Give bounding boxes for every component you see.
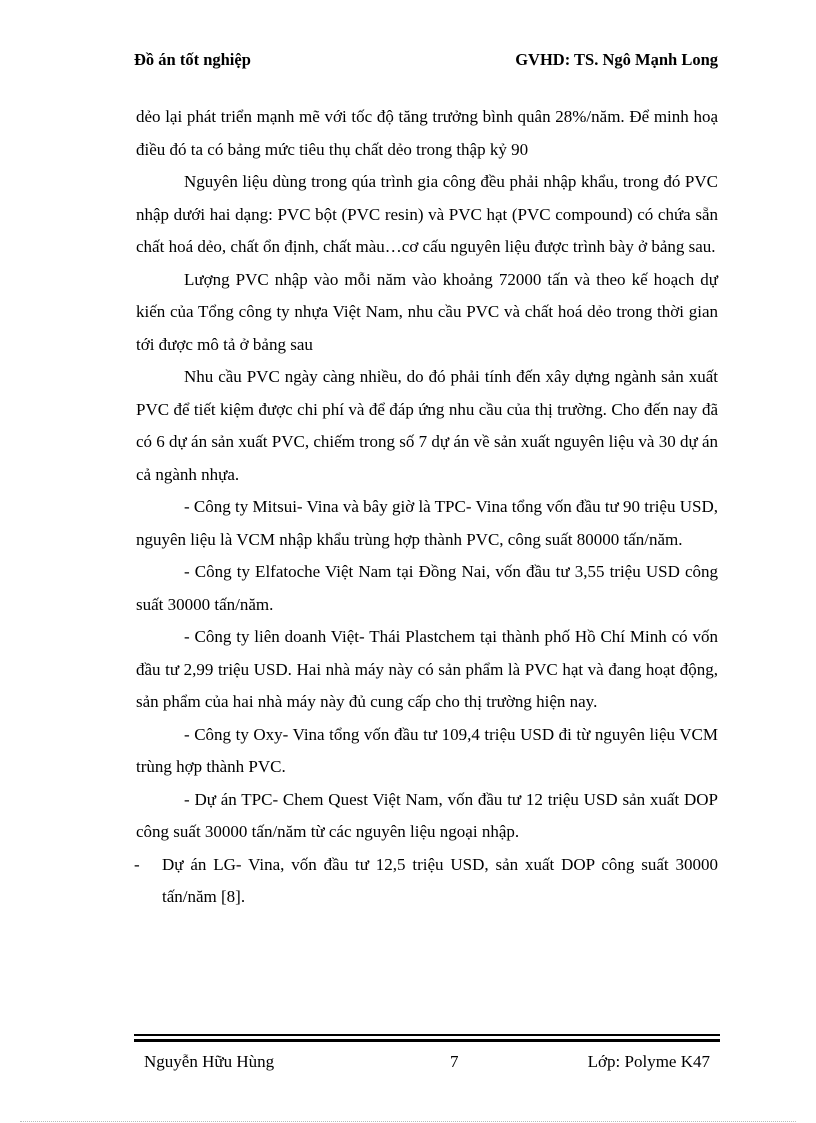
document-body <box>136 101 718 914</box>
page-footer <box>144 1052 710 1076</box>
footer-class: Lớp: Polyme K47 <box>587 1052 710 1071</box>
paragraph: Nhu cầu PVC ngày càng nhiều, do đó phải tính đến xây dựng ngành sản xuất PVC để tiết kiệm được chi phí và để đáp ứng nhu cầu của thị trường. Cho đến nay đã có 6 dự án sản xuất PVC, chiếm trong số 7 dự án về sản xuất nguyên liệu và 30 dự án cả ngành nhựa. <box>136 367 718 484</box>
page-number: 7 <box>450 1052 459 1071</box>
list-paragraph: - Công ty liên doanh Việt- Thái Plastchem tại thành phố Hồ Chí Minh có vốn đầu tư 2,99 triệu USD. Hai nhà máy này có sản phẩm là PVC hạt và đang hoạt động, sản phẩm của hai nhà máy này đủ cung cấp cho thị trường hiện nay. <box>136 627 718 711</box>
paragraph: Lượng PVC nhập vào mỗi năm vào khoảng 72000 tấn và theo kế hoạch dự kiến của Tổng công ty nhựa Việt Nam, nhu cầu PVC và chất hoá dẻo trong thời gian tới được mô tả ở bảng sau <box>136 269 718 354</box>
bullet-dash: - <box>134 854 140 874</box>
page-header <box>134 50 718 72</box>
footer-rule-thick <box>134 1039 720 1042</box>
paragraph: Nguyên liệu dùng trong qúa trình gia công đều phải nhập khẩu, trong đó PVC nhập dưới hai dạng: PVC bột (PVC resin) và PVC hạt (PVC compound) có chứa sẵn chất hoá dẻo, chất ổn định, chất màu…cơ cấu nguyên liệu được trình bày ở bảng sau. <box>136 172 718 256</box>
page-bottom-border <box>20 1121 796 1122</box>
list-paragraph: - Công ty Mitsui- Vina và bây giờ là TPC- Vina tổng vốn đầu tư 90 triệu USD, nguyên liệu là VCM nhập khẩu trùng hợp thành PVC, công suất 80000 tấn/năm. <box>136 497 718 549</box>
paragraph-continuation: dẻo lại phát triển mạnh mẽ với tốc độ tăng trưởng bình quân 28%/năm. Để minh hoạ điều đó ta có bảng mức tiêu thụ chất dẻo trong thập kỷ 90 <box>136 107 718 159</box>
list-paragraph: - Dự án TPC- Chem Quest Việt Nam, vốn đầu tư 12 triệu USD sản xuất DOP công suất 30000 tấn/năm từ các nguyên liệu ngoại nhập. <box>136 789 718 841</box>
footer-author: Nguyễn Hữu Hùng <box>144 1052 275 1071</box>
list-paragraph: - Công ty Elfatoche Việt Nam tại Đồng Nai, vốn đầu tư 3,55 triệu USD công suất 30000 tấn/năm. <box>136 562 718 614</box>
header-title: Đồ án tốt nghiệp <box>134 50 251 69</box>
list-paragraph: - Công ty Oxy- Vina tổng vốn đầu tư 109,4 triệu USD đi từ nguyên liệu VCM trùng hợp thành PVC. <box>136 724 718 776</box>
bullet-item <box>136 849 718 914</box>
bullet-text: Dự án LG- Vina, vốn đầu tư 12,5 triệu USD, sản xuất DOP công suất 30000 tấn/năm [8]. <box>162 854 718 906</box>
footer-rule-thin <box>134 1034 720 1036</box>
header-advisor: GVHD: TS. Ngô Mạnh Long <box>515 50 718 69</box>
